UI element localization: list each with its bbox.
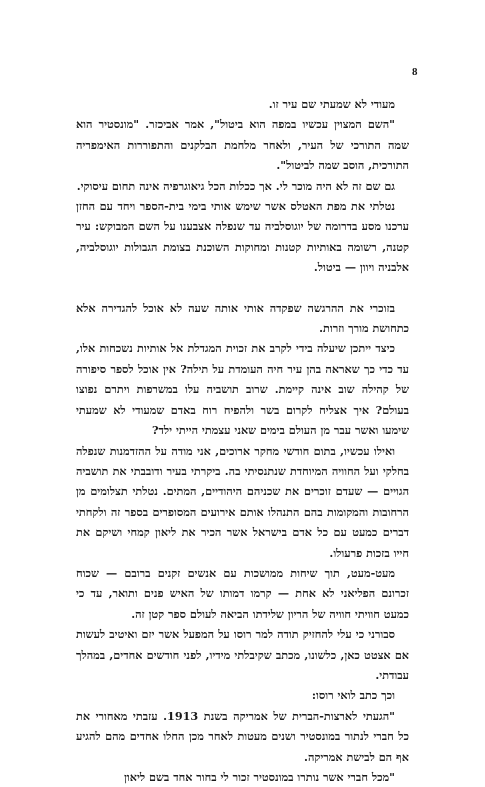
paragraph: ואילו עכשיו, בתום חודשי מחקר ארוכים, אני מודה על ההזדמנות שנפלה בחלקי ועל החוויה המיוחדת שנתנסיתי בה. ביקרתי בעיר ודובבתי את תושביה הגויים — שעדם זוכרים את שכניהם היהודיים, המתים. נטלתי תצלומים מן הרחובות והמקומות בהם התנהלו אותם אירועים המסופרים בספר זה ולקחתי דברים כמעט עם כל אדם בישראל אשר הכיר את ליאון קמחי ושיקם את חייו בזכות פרעולו. (76, 443, 409, 560)
paragraph: מעט-מעט, תוך שיחות ממושכות עם אנשים זקנים ברובם — שכוח זכרונם הפליאני לא אחת — קרמו דמותו של האיש פנים ותואר, עד כי כמעט חוויתי חוויה של הריון שלידתו הביאה לעולם ספר קטן זה. (76, 565, 409, 621)
body-text (76, 94, 409, 787)
paragraph: בזוכרי את ההרגשה שפקדה אותי אותה שעה לא אוכל להגדירה אלא כתחושת מורך וזרות. (76, 300, 409, 336)
paragraph: "הגעתי לארצות-הברית של אמריקה בשנת 1913. עזבתי מאחורי את כל חברי לנתור במונסטיר ושנים מעטות לאחר מכן החלו אחדים מהם להגיע אף הם לבישת אמריקה. (76, 708, 409, 764)
page-number: 8 (412, 66, 418, 78)
paragraph: וכך כתב לואי רוסו: (311, 688, 395, 703)
paragraph: "השם המצוין עכשיו במפה הוא ביטול", אמר אביכזר. "מונסטיר הוא שמה התורכי של העיר, ולאחר מלחמת הבלקנים והתפוררות האימפריה התורכית, הוסב שמה לביטול". (76, 117, 409, 173)
paragraph: גם שם זה לא היה מוכר לי. אך ככלות הכל גיאוגרפיה אינה תחום עיסוקי. (76, 178, 395, 193)
paragraph: "מכל חברי אשר נותרו במונסטיר זכור לי בחור אחד בשם ליאון (124, 770, 395, 784)
paragraph: כיצד ייתכן שיעלה בידי לקרב את זכוית המגדלת אל אותיות נשכחות אלו, עד כדי כך שאראה בהן עיר חיה העומדת על תילה? אין אוכל לספר סיפורה של קהילה שוב אינה קיימת. שרוב תושביה עלו במשרפות ויתרם נפוצו בעולם? איך אצליח לקרום בשר ולהפיח רוח באדם שמעודי לא שמעתי שימעו ואשר עבר מן העולם בימים שאני עצמתי הייתי ילד? (76, 341, 409, 438)
paragraph: נטלתי את מפת האטלס אשר שימש אותי בימי בית-הספר ויחד עם החזן ערכנו מסע בדרומה של יוגוסלביה עד שנפלה אצבענו על השם המבוקש: עיר קטנה, רשומה באותיות קטנות ומחוקות השוכנת בצומת הגבולות יוגוסלביה, אלבניה ויוון — ביטול. (76, 199, 409, 275)
paragraph: מעודי לא שמעתי שם עיר זו. (268, 97, 395, 111)
paragraph: סבורני כי עלי להחזיק תודה למר רוסו על המפעל אשר יזם ואיטיב לעשות אם אצטט כאן, כלשונו, מכתב שקיבלתי מידיו, לפני חודשים אחדים, במהלך עבודתי. (76, 627, 409, 682)
